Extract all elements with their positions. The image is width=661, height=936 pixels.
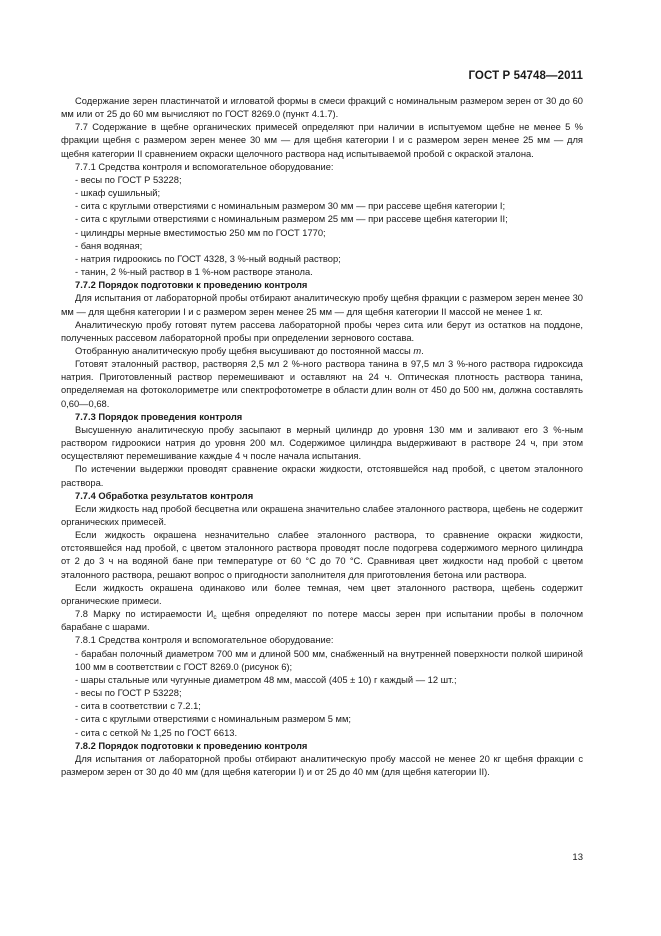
- list-item: - сита с круглыми отверстиями с номинальным размером 25 мм — при рассеве щебня категории II;: [75, 214, 508, 225]
- list-item: - баня водяная;: [75, 240, 143, 251]
- list-item: - танин, 2 %-ный раствор в 1 %-ном растворе этанола.: [75, 267, 313, 278]
- section-heading: 7.7.4 Обработка результатов контроля: [75, 490, 254, 501]
- list-item: - весы по ГОСТ Р 53228;: [75, 174, 182, 185]
- document-body: [61, 95, 583, 779]
- paragraph: 7.7 Содержание в щебне органических примесей определяют при наличии в испытуемом щебне не менее 5 % фракции щебня с размером зерен менее 30 мм — для щебня категории I и с размером зерен менее 25 мм — для щебня категории II сравнением окраски щелочного раствора над испытываемой пробой с окраской эталона.: [61, 122, 583, 159]
- paragraph: 7.8 Марку по истираемости $И_с$ щебня определяют по потере массы зерен при испытании пробы в полочном барабане с шарами.: [61, 609, 584, 633]
- list-item: - шкаф сушильный;: [75, 188, 161, 199]
- section-heading: 7.7.3 Порядок проведения контроля: [75, 411, 243, 422]
- paragraph: Если жидкость над пробой бесцветна или окрашена значительно слабее эталонного раствора, щебень не содержит органических примесей.: [61, 503, 583, 527]
- paragraph: Высушенную аналитическую пробу засыпают в мерный цилиндр до уровня 130 мм и заливают его 3 %-ным раствором гидроокиси натрия до уровня 200 мл. Содержимое цилиндра выдерживают в растворе 24 ч, при этом осуществляют перемешивание каждые 4 ч после начала испытания.: [61, 424, 583, 462]
- list-item: - сита с круглыми отверстиями с номинальным размером 5 мм;: [75, 714, 351, 725]
- list-item: - сита с круглыми отверстиями с номинальным размером 30 мм — при рассеве щебня категории I;: [75, 201, 506, 212]
- paragraph: Готовят эталонный раствор, растворяя 2,5 мл 2 %-ного раствора танина в 97,5 мл 3 %-ного раствора гидроксида натрия. Приготовленный раствор перемешивают и оставляют на 24 ч. Оптическая плотность раствора танина, определяемая на фотоколориметре или спектрофотометре в области длин волн от 450 до 500 нм, должна составлять 0,60—0,68.: [61, 359, 583, 409]
- section-heading: 7.7.2 Порядок подготовки к проведению контроля: [75, 280, 308, 291]
- paragraph: Если жидкость окрашена одинаково или более темная, чем цвет эталонного раствора, щебень содержит органические примеси.: [61, 582, 583, 606]
- list-item: - барабан полочный диаметром 700 мм и длиной 500 мм, снабженный на внутренней поверхности полкой шириной 100 мм в соответствии с ГОСТ 8269.0 (рисунок 6);: [75, 648, 583, 672]
- section-heading: 7.8.2 Порядок подготовки к проведению контроля: [75, 740, 308, 751]
- paragraph: Если жидкость окрашена незначительно слабее эталонного раствора, то сравнение окраски жидкости, отстоявшейся над пробой, с цветом эталонного раствора проводят после подогрева содержимого мерного цилиндра от 2 до 3 ч на водяной бане при температуре от 60 °С до 70 °С. Сравнивая цвет жидкости над пробой с цветом эталонного раствора, решают вопрос о пригодности заполнителя для приготовления бетона или раствора.: [61, 530, 583, 580]
- paragraph: Аналитическую пробу готовят путем рассева лабораторной пробы через сита или берут из остатков на поддоне, полученных рассевом лабораторной пробы при определении зернового состава.: [61, 319, 583, 343]
- list-item: - цилиндры мерные вместимостью 250 мм по ГОСТ 1770;: [75, 227, 326, 238]
- paragraph: 7.7.1 Средства контроля и вспомогательное оборудование:: [75, 161, 334, 172]
- page-number: 13: [572, 852, 583, 863]
- paragraph: 7.8.1 Средства контроля и вспомогательное оборудование:: [75, 635, 334, 646]
- paragraph: Для испытания от лабораторной пробы отбирают аналитическую пробу массой не менее 20 кг щебня фракции с размером зерен от 30 до 40 мм (для щебня категории I) и от 25 до 40 мм (для щебня категории II).: [61, 753, 583, 777]
- list-item: - сита в соответствии с 7.2.1;: [75, 701, 201, 712]
- list-item: - шары стальные или чугунные диаметром 48 мм, массой (405 ± 10) г каждый — 12 шт.;: [75, 674, 457, 685]
- list-item: - натрия гидроокись по ГОСТ 4328, 3 %-ный водный раствор;: [75, 253, 341, 264]
- paragraph: Для испытания от лабораторной пробы отбирают аналитическую пробу щебня фракции с размером зерен менее 30 мм — для щебня категории I и с размером зерен менее 25 мм — для щебня категории II массой не менее 1 кг.: [61, 293, 583, 317]
- paragraph: Содержание зерен пластинчатой и игловатой формы в смеси фракций с номинальным размером зерен от 30 до 60 мм или от 25 до 60 мм вычисляют по ГОСТ 8269.0 (пункт 4.1.7).: [61, 96, 583, 120]
- paragraph: Отобранную аналитическую пробу щебня высушивают до постоянной массы m.: [75, 345, 424, 356]
- list-item: - сита с сеткой № 1,25 по ГОСТ 6613.: [75, 727, 238, 738]
- document-header: ГОСТ Р 54748—2011: [468, 70, 583, 82]
- list-item: - весы по ГОСТ Р 53228;: [75, 688, 182, 699]
- paragraph: По истечении выдержки проводят сравнение окраски жидкости, отстоявшейся над пробой, с цветом эталонного раствора.: [61, 464, 583, 488]
